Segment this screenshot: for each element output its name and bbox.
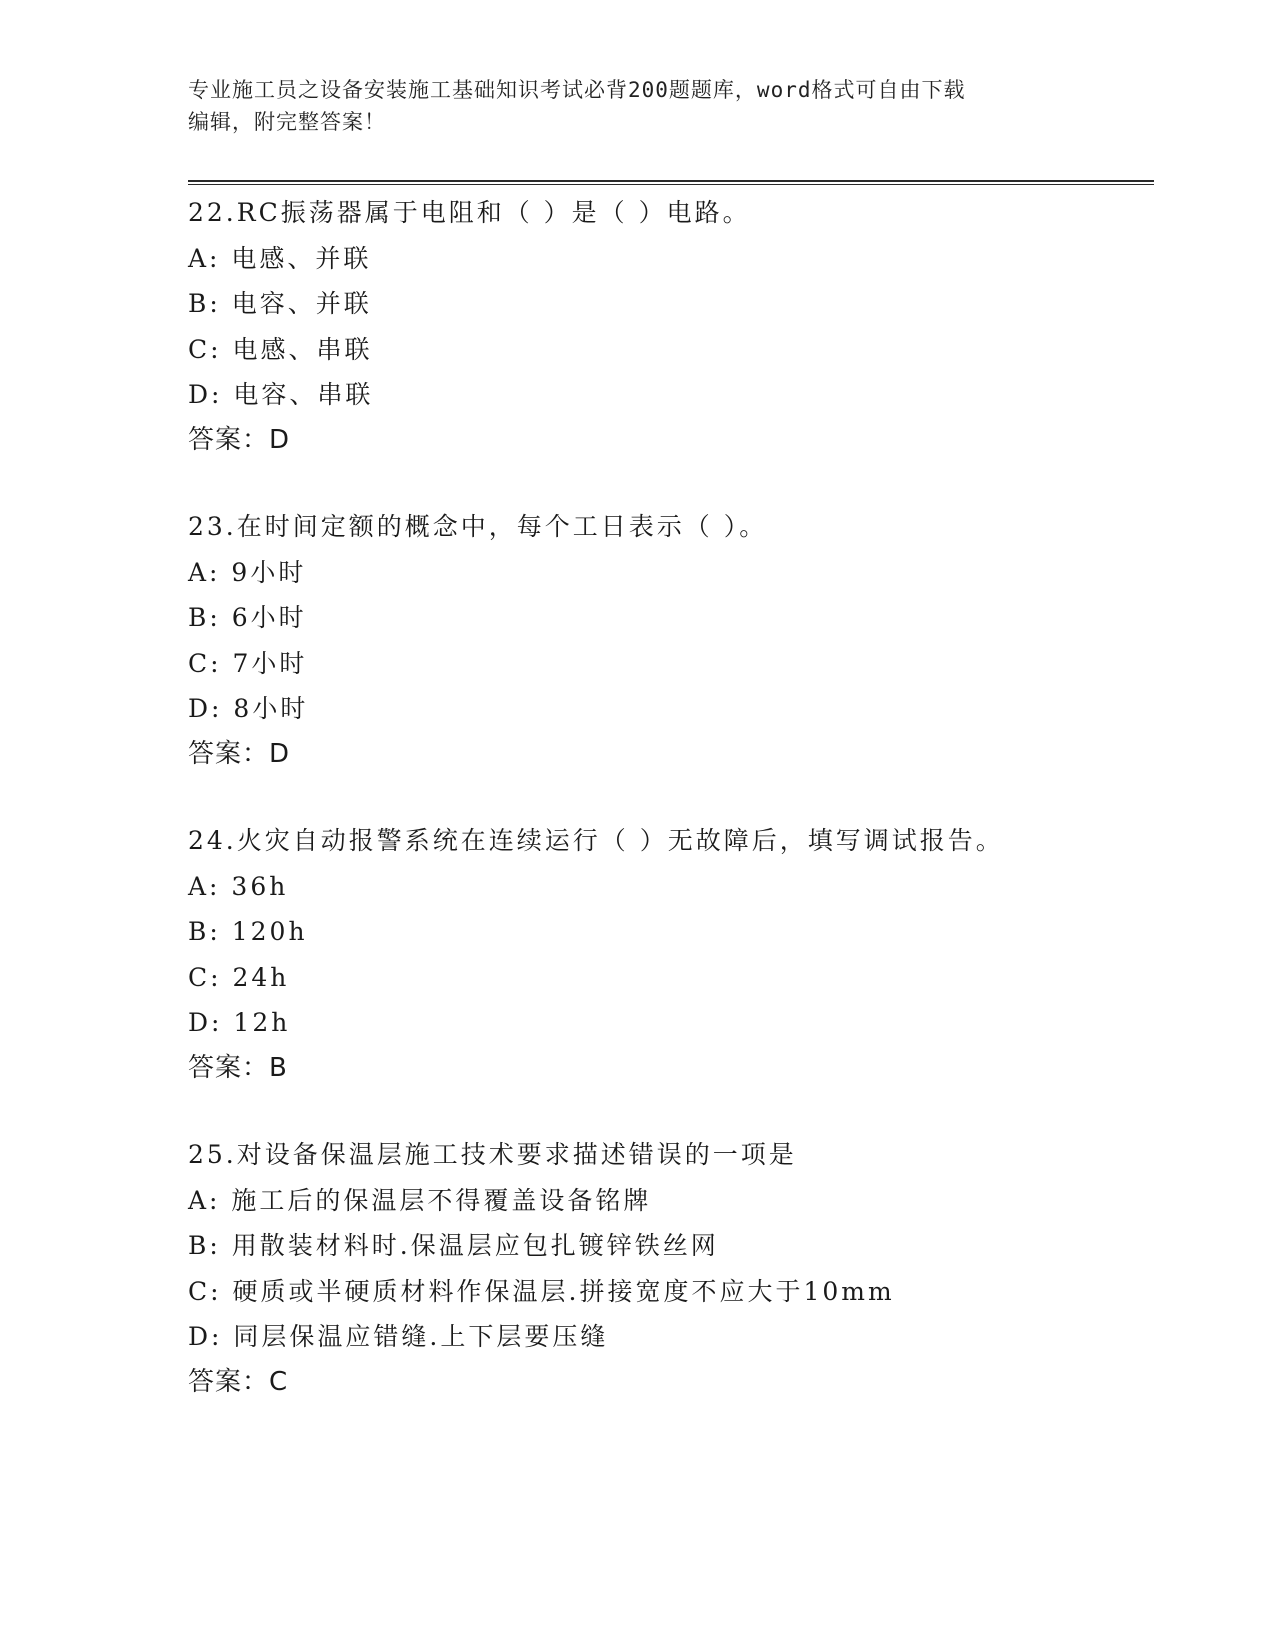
header-divider-thick <box>188 180 1154 182</box>
question-stem: 24.火灾自动报警系统在连续运行（ ）无故障后，填写调试报告。 <box>188 826 1004 855</box>
question-stem: 23.在时间定额的概念中，每个工日表示（ ）。 <box>188 512 768 541</box>
question-23 <box>188 504 1148 777</box>
option-a: A: 电感、并联 <box>188 243 372 273</box>
option-c: C: 7小时 <box>188 648 308 678</box>
header-line-2: 编辑，附完整答案！ <box>188 110 386 134</box>
option-d: D: 8小时 <box>188 694 309 723</box>
option-c: C: 硬质或半硬质材料作保温层.拼接宽度不应大于10mm <box>188 1276 895 1306</box>
option-d: D: 电容、串联 <box>188 380 374 409</box>
option-b: B: 用散装材料时.保温层应包扎镀锌铁丝网 <box>188 1231 719 1260</box>
option-a: A: 36h <box>188 871 289 901</box>
header-divider-thin <box>188 184 1154 185</box>
question-22 <box>188 190 1148 463</box>
option-c: C: 电感、串联 <box>188 334 373 364</box>
option-b: B: 6小时 <box>188 603 307 632</box>
option-a: A: 施工后的保温层不得覆盖设备铭牌 <box>188 1185 652 1215</box>
option-a: A: 9小时 <box>188 557 307 587</box>
question-list <box>188 190 1148 1446</box>
question-stem: 25.对设备保温层施工技术要求描述错误的一项是 <box>188 1140 797 1169</box>
question-25 <box>188 1132 1148 1405</box>
option-b: B: 电容、并联 <box>188 289 372 318</box>
question-24 <box>188 818 1148 1091</box>
answer: 答案：D <box>188 738 291 769</box>
option-d: D: 12h <box>188 1008 291 1037</box>
option-d: D: 同层保温应错缝.上下层要压缝 <box>188 1322 609 1351</box>
question-stem: 22.RC振荡器属于电阻和（ ）是（ ）电路。 <box>188 198 751 227</box>
option-b: B: 120h <box>188 917 308 946</box>
answer: 答案：D <box>188 424 291 455</box>
option-c: C: 24h <box>188 962 290 992</box>
header-line-1: 专业施工员之设备安装施工基础知识考试必背200题题库，word格式可自由下载 <box>188 78 966 102</box>
document-header <box>188 74 1088 138</box>
answer: 答案：C <box>188 1366 289 1397</box>
answer: 答案：B <box>188 1052 288 1083</box>
